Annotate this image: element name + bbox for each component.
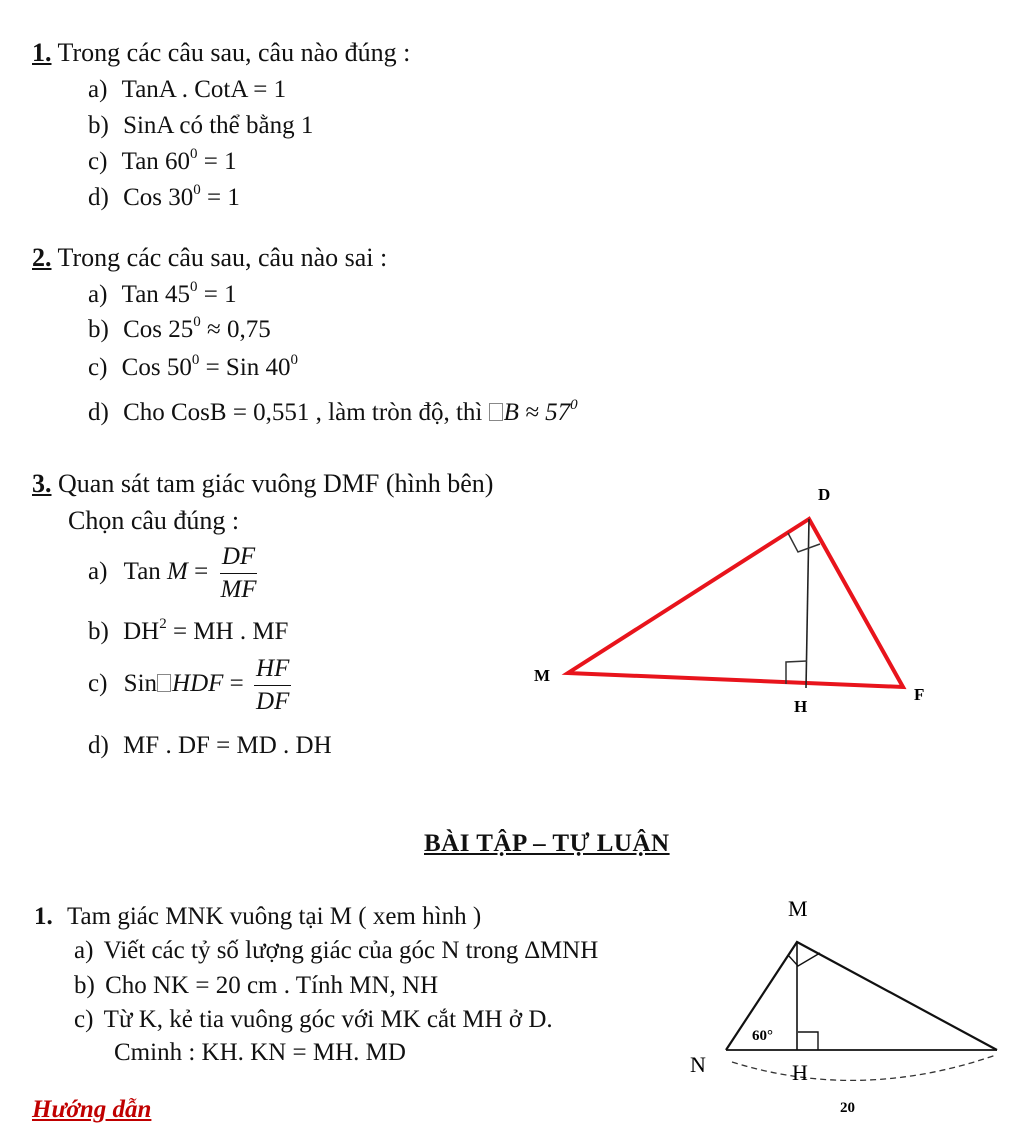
option-text: Tan 60 (121, 148, 191, 175)
fraction-denominator: MF (220, 576, 257, 603)
part-label: a) (74, 937, 94, 964)
p1-part-b (74, 972, 438, 1000)
q1-option-b (88, 112, 313, 140)
q2-option-d (88, 399, 578, 427)
option-text: Tan 45 (121, 281, 191, 308)
p1-part-c (74, 1006, 553, 1034)
option-label: c) (88, 670, 108, 698)
q2-option-a (88, 281, 237, 309)
option-label: d) (88, 732, 109, 759)
degree-superscript: 0 (191, 352, 200, 368)
angle-hat-icon (157, 674, 171, 692)
label-m: M (534, 666, 551, 685)
p1-question (34, 903, 481, 931)
option-text: Sin (123, 670, 158, 698)
triangle-dmf (568, 519, 903, 687)
option-text: Cho CosB = 0,551 , làm tròn độ, thì (123, 399, 489, 426)
length-label: 20 (840, 1100, 855, 1116)
degree-superscript: 0 (570, 397, 578, 413)
angle-variable: M (167, 558, 188, 586)
q3-option-a (88, 543, 263, 604)
q2-text: Trong các câu sau, câu nào sai : (57, 243, 388, 272)
p1-number: 1. (34, 903, 53, 930)
option-text-tail: = 1 (197, 148, 237, 175)
option-label: d) (88, 399, 109, 426)
label-h: H (794, 697, 808, 716)
q3-option-b (88, 618, 288, 646)
q2-option-c (88, 354, 298, 382)
part-text: Cho NK = 20 cm . Tính MN, NH (105, 972, 439, 999)
section-heading: BÀI TẬP – TỰ LUẬN (424, 830, 670, 857)
q1-text: Trong các câu sau, câu nào đúng : (57, 38, 411, 67)
option-text-tail: ≈ 0,75 (200, 316, 271, 343)
p1-part-a (74, 937, 598, 965)
p1-part-c-proof: Cminh : KH. KN = MH. MD (114, 1039, 406, 1066)
option-text-tail: ≈ 57 (518, 399, 571, 426)
q2-number: 2. (32, 243, 52, 272)
option-label: b) (88, 112, 109, 139)
fraction-numerator: DF (220, 543, 257, 574)
exponent-superscript: 2 (159, 616, 167, 632)
angle-variable: B (503, 399, 519, 426)
part-label: b) (74, 972, 95, 999)
equals-sign: = (229, 670, 244, 698)
degree-superscript: 0 (290, 352, 299, 368)
part-label: c) (74, 1006, 94, 1033)
q1-option-a (88, 76, 286, 104)
option-text: Cos 25 (123, 316, 194, 343)
q1-question (32, 38, 410, 68)
q1-option-d (88, 184, 240, 212)
label-n: N (690, 1052, 706, 1077)
q3-text: Quan sát tam giác vuông DMF (hình bên) (58, 469, 494, 498)
option-text: MF . DF = MD . DH (123, 732, 332, 759)
q1-number: 1. (32, 38, 52, 67)
option-label: a) (88, 76, 108, 103)
degree-superscript: 0 (190, 279, 198, 295)
option-label: c) (88, 148, 108, 175)
option-label: d) (88, 184, 109, 211)
label-m: M (788, 896, 808, 921)
part-text: Viết các tỷ số lượng giác của góc N trong ∆MNH (103, 937, 599, 964)
q3-option-c (88, 655, 295, 716)
option-text-tail: = 1 (197, 281, 237, 308)
q2-option-b (88, 316, 271, 344)
option-label: c) (88, 354, 108, 381)
angle-label: 60° (752, 1028, 773, 1044)
angle-variable: HDF (172, 670, 224, 698)
option-text: Cos 30 (123, 184, 194, 211)
length-brace (732, 1055, 996, 1080)
part-text: Từ K, kẻ tia vuông góc với MK cắt MH ở D. (103, 1006, 553, 1033)
label-f: F (914, 685, 925, 704)
option-text-tail: = 1 (200, 184, 240, 211)
p1-text: Tam giác MNK vuông tại M ( xem hình ) (67, 903, 482, 930)
option-label: a) (88, 281, 108, 308)
option-text: SinA có thể bằng 1 (123, 112, 314, 139)
option-text: Tan (123, 558, 161, 586)
q2-question (32, 243, 387, 273)
q3-number: 3. (32, 469, 52, 498)
fraction-numerator: HF (254, 655, 291, 686)
equals-sign: = (194, 558, 209, 586)
right-angle-mark-m (788, 953, 820, 966)
triangle-dmf-figure (520, 478, 940, 718)
q1-option-c (88, 148, 237, 176)
option-text: TanA . CotA = 1 (121, 76, 287, 103)
fraction-denominator: DF (256, 688, 290, 715)
right-angle-mark-d (788, 533, 820, 552)
option-text-mid: = Sin 40 (199, 354, 291, 381)
option-text-tail: = MH . MF (166, 618, 289, 645)
option-label: b) (88, 618, 109, 645)
q3-option-d (88, 732, 332, 760)
option-text: Cos 50 (121, 354, 192, 381)
option-label: b) (88, 316, 109, 343)
degree-superscript: 0 (193, 314, 201, 330)
degree-superscript: 0 (190, 146, 198, 162)
degree-superscript: 0 (193, 182, 201, 198)
option-label: a) (88, 558, 108, 586)
label-h: H (792, 1060, 808, 1085)
altitude-dh (806, 519, 809, 688)
guide-heading: Hướng dẫn (32, 1096, 152, 1123)
triangle-mnk-figure (680, 890, 1010, 1120)
fraction (218, 543, 258, 604)
angle-hat-icon (489, 403, 503, 421)
right-angle-mark-h (798, 1032, 818, 1050)
label-d: D (818, 485, 831, 504)
fraction (254, 655, 291, 716)
q3-instruction: Chọn câu đúng : (68, 506, 240, 535)
q3-question (32, 469, 493, 499)
option-text: DH (123, 618, 160, 645)
